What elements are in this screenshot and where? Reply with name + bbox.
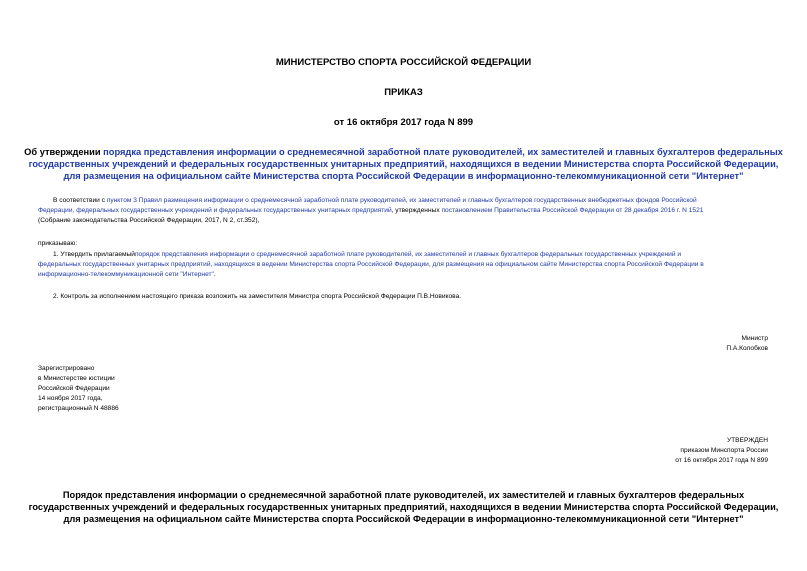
item-2: 2. Контроль за исполнением настоящего приказа возложить на заместителя Министра спорта Российской Федерации П.В.Новикова. [53,293,462,300]
registration-line: Российской Федерации [38,385,110,392]
procedure-title [0,489,807,525]
approved-block [518,436,768,466]
item-1-link-line3[interactable]: информационно-телекоммуникационной сети "Интернет" [38,271,214,278]
signature-name: П.А.Колобков [726,345,768,352]
approved-line: приказом Минспорта России [680,447,768,454]
preamble-mid: , утвержденных [391,207,442,214]
signature-position: Министр [741,335,768,342]
item-1-link-line2[interactable]: федеральных государственных унитарных предприятий, находящихся в ведении Министерства спорта Российской Федерации, для размещения на официальном сайте Министерства спорта Российской Федерации в [38,261,704,268]
registration-line: 14 ноября 2017 года, [38,395,103,402]
document-title [0,146,807,182]
approved-line: УТВЕРЖДЕН [726,437,768,444]
title-link-line2[interactable]: государственных учреждений и федеральных государственных унитарных предприятий, находящихся в ведении Министерства спорта Российской Федерации, [28,159,779,169]
ministry-heading: МИНИСТЕРСТВО СПОРТА РОССИЙСКОЙ ФЕДЕРАЦИИ [275,57,532,68]
preamble-prefix: В соответствии с [53,197,107,204]
preamble-link-decree[interactable]: постановлением Правительства Российской Федерации от 28 декабря 2016 г. N 1521 [441,207,704,214]
registration-line: в Министерстве юстиции [38,375,115,382]
item-1 [38,250,778,280]
item-1-prefix: 1. Утвердить прилагаемый [53,251,135,258]
registration-line: регистрационный N 48886 [38,405,119,412]
preamble-source: (Собрание законодательства Российской Федерации, 2017, N 2, ст.352), [38,217,260,224]
preamble [38,196,778,226]
item-1-suffix: . [213,271,216,278]
approved-line: от 16 октября 2017 года N 899 [675,457,768,464]
title-link-line3[interactable]: для размещения на официальном сайте Министерства спорта Российской Федерации в информационно-телекоммуникационной сети "Интернет" [63,171,744,181]
preamble-link-rules-cont[interactable]: Федерации, федеральных государственных учреждений и федеральных государственных унитарных предприятий [38,207,392,214]
doc-date-number: от 16 октября 2017 года N 899 [333,117,474,128]
procedure-title-line: для размещения на официальном сайте Министерства спорта Российской Федерации в информационно-телекоммуникационной сети "Интернет" [63,514,744,524]
procedure-title-line: государственных учреждений и федеральных государственных унитарных предприятий, находящихся в ведении Министерства спорта Российской Федерации, [28,502,779,512]
title-prefix: Об утверждении [24,147,104,157]
doc-type-heading: ПРИКАЗ [384,87,423,98]
preamble-link-rules[interactable]: пунктом 3 Правил размещения информации о среднемесячной заработной плате руководителей, их заместителей и главных бухгалтеров государственных внебюджетных фондов Российской [106,197,697,204]
order-word: приказываю: [38,240,78,247]
item-1-link-line1[interactable]: порядок представления информации о среднемесячной заработной плате руководителей, их заместителей и главных бухгалтеров федеральных государственных учреждений и [134,251,682,258]
registration-block [38,364,119,414]
registration-line: Зарегистрировано [38,365,95,372]
procedure-title-line: Порядок представления информации о среднемесячной заработной плате руководителей, их заместителей и главных бухгалтеров федеральных [62,490,745,500]
title-link-line1[interactable]: порядка представления информации о среднемесячной заработной плате руководителей, их заместителей и главных бухгалтеров федеральных [103,147,783,157]
